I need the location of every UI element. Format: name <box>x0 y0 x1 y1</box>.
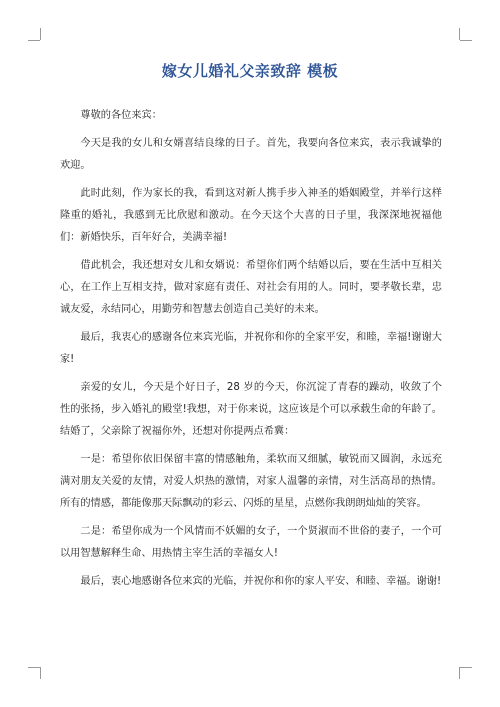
body-paragraph: 借此机会，我还想对女儿和女婿说：希望你们两个结婚以后，要在生活中互相关心，在工作上互相支持，做对家庭有责任、对社会有用的人。同时，要孝敬长辈，忠诚友爱，永结同心，用勤劳和智慧去创造自己美好的未来。 <box>60 260 442 315</box>
crop-mark-top-left-v <box>40 28 41 40</box>
crop-mark-top-right-v <box>459 28 460 40</box>
crop-mark-top-left-h <box>28 40 40 41</box>
crop-mark-bottom-right-v <box>459 667 460 679</box>
body-paragraph: 亲爱的女儿，今天是个好日子，28 岁的今天，你沉淀了青春的躁动，收敛了个性的张扬，步入婚礼的殿堂!我想，对于你来说，这应该是个可以承载生命的年龄了。结婚了，父亲除了祝福你外，还想对你提两点希冀： <box>60 382 442 437</box>
body-paragraph: 此时此刻，作为家长的我，看到这对新人携手步入神圣的婚姻殿堂，并举行这样隆重的婚礼，我感到无比欣慰和激动。在今天这个大喜的日子里，我深深地祝福他们：新婚快乐，百年好合，美满幸福! <box>60 188 442 243</box>
document-body <box>60 105 442 593</box>
document-title: 嫁女儿婚礼父亲致辞 模板 <box>161 62 339 80</box>
crop-mark-bottom-right-h <box>460 667 472 668</box>
closing-paragraph: 最后，衷心地感谢各位来宾的光临，并祝你和你的家人平安、和睦、幸福。谢谢! <box>80 576 442 587</box>
crop-mark-bottom-left-h <box>28 667 40 668</box>
body-paragraph: 今天是我的女儿和女婿喜结良缘的日子。首先，我要向各位来宾，表示我诚挚的欢迎。 <box>60 138 442 171</box>
body-paragraph: 一是：希望你依旧保留丰富的情感触角，柔软而又细腻，敏锐而又圆润，永远充满对朋友关爱的友情，对爱人炽热的激情，对家人温馨的亲情，对生活高昂的热情。所有的情感，都能像那天际飘动的彩云、闪烁的星星，点燃你我朗朗灿灿的笑容。 <box>60 454 442 509</box>
greeting-paragraph: 尊敬的各位来宾： <box>80 110 162 121</box>
crop-mark-bottom-left-v <box>40 667 41 679</box>
crop-mark-top-right-h <box>460 40 472 41</box>
body-paragraph: 最后，我衷心的感谢各位来宾光临，并祝你和你的全家平安，和睦，幸福!谢谢大家! <box>60 332 442 365</box>
body-paragraph: 二是：希望你成为一个风情而不妖媚的女子，一个贤淑而不世俗的妻子，一个可以用智慧解释生命、用热情主宰生活的幸福女人! <box>60 526 442 559</box>
